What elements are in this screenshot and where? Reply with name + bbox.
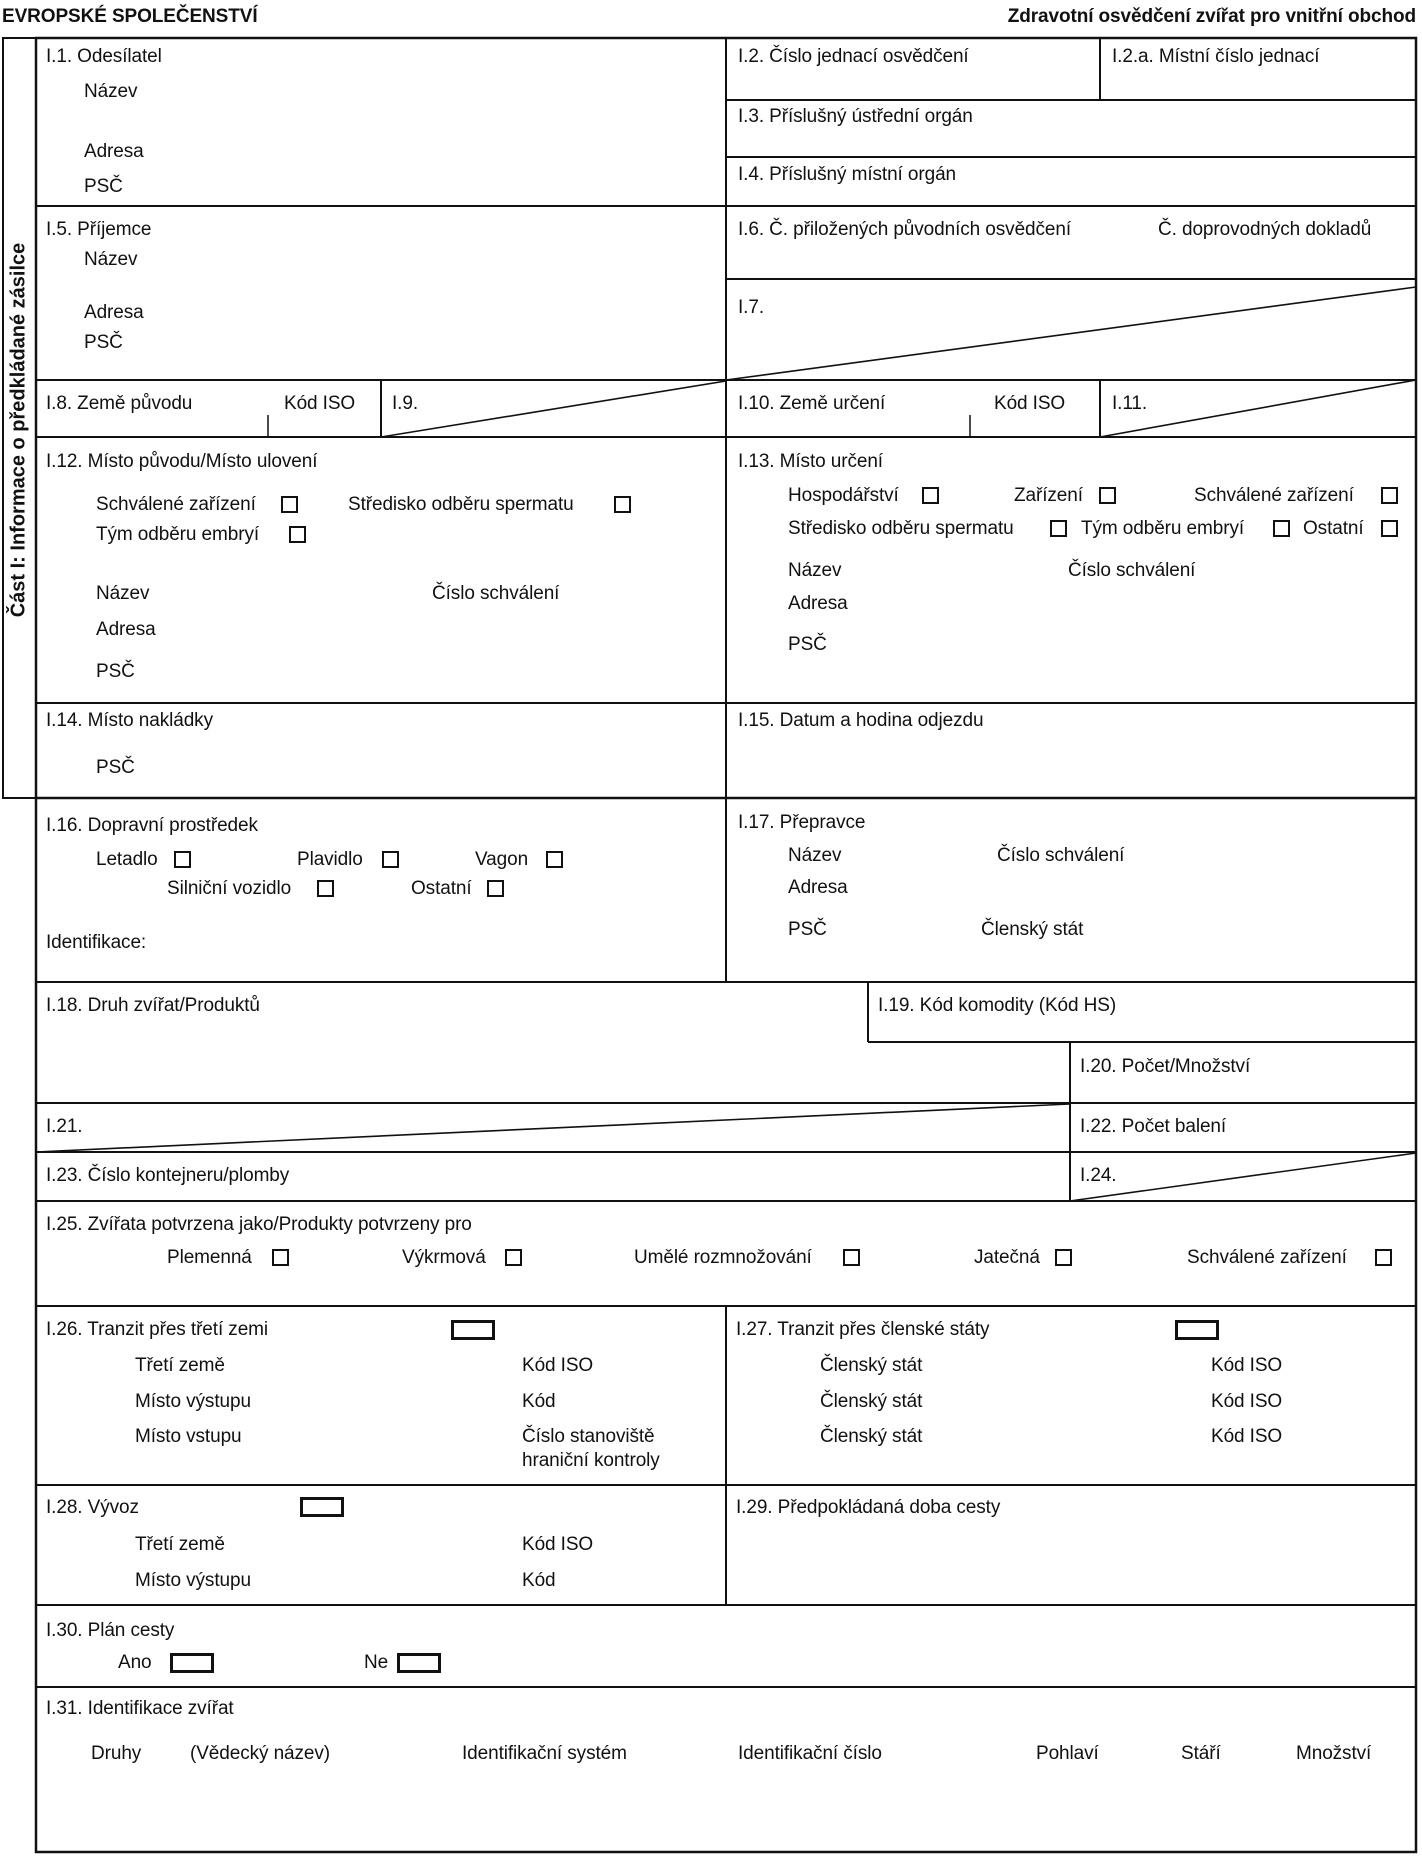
i16-aircraft-checkbox[interactable] [174, 851, 191, 868]
i25-fattening-checkbox[interactable] [505, 1249, 522, 1266]
box-i30-label: I.30. Plán cesty [46, 1620, 175, 1641]
i26-bip-number-line2: hraniční kontroly [522, 1450, 660, 1471]
box-i15-label: I.15. Datum a hodina odjezdu [738, 710, 984, 731]
i31-col-sex: Pohlaví [1036, 1743, 1099, 1764]
i31-col-age: Stáří [1181, 1743, 1221, 1764]
i5-postcode[interactable]: PSČ [84, 332, 123, 353]
i17-address[interactable]: Adresa [788, 877, 848, 898]
i27-iso-code-2[interactable]: Kód ISO [1211, 1391, 1283, 1412]
box-i6-label: I.6. Č. přiložených původních osvědčení [738, 219, 1072, 240]
i26-exit-point[interactable]: Místo výstupu [135, 1391, 251, 1412]
box-i26-label: I.26. Tranzit přes třetí zemi [46, 1319, 269, 1340]
i30-yes-box[interactable] [170, 1653, 214, 1673]
i25-breeding-checkbox[interactable] [272, 1249, 289, 1266]
i26-iso-code[interactable]: Kód ISO [522, 1355, 594, 1376]
i25-option-label: Schválené zařízení [1187, 1247, 1347, 1268]
box-i2-label: I.2. Číslo jednací osvědčení [738, 46, 969, 67]
i31-col-quantity: Množství [1296, 1743, 1372, 1764]
i6-accompanying-docs: Č. doprovodných dokladů [1158, 219, 1372, 240]
i25-option-label: Plemenná [167, 1247, 252, 1268]
header-left: EVROPSKÉ SPOLEČENSTVÍ [2, 6, 258, 27]
i13-option-label: Středisko odběru spermatu [788, 518, 1014, 539]
box-i7-label: I.7. [738, 297, 765, 318]
i5-address[interactable]: Adresa [84, 302, 144, 323]
box-i3-label: I.3. Příslušný ústřední orgán [738, 106, 973, 127]
box-i13-label: I.13. Místo určení [738, 451, 883, 472]
i30-no-label: Ne [364, 1652, 389, 1673]
i16-option-label: Silniční vozidlo [167, 878, 292, 899]
i28-exit-point[interactable]: Místo výstupu [135, 1570, 251, 1591]
i31-col-id-number: Identifikační číslo [738, 1743, 882, 1764]
box-i19-label: I.19. Kód komodity (Kód HS) [878, 995, 1117, 1016]
i31-col-species: Druhy [91, 1743, 142, 1764]
i26-transit-third-country-box[interactable] [451, 1320, 495, 1340]
i13-other-checkbox[interactable] [1381, 520, 1398, 537]
i13-option-label: Schválené zařízení [1194, 485, 1354, 506]
i16-road-vehicle-checkbox[interactable] [317, 880, 334, 897]
i12-option-label: Středisko odběru spermatu [348, 494, 574, 515]
i17-approval-number[interactable]: Číslo schválení [997, 845, 1125, 866]
box-i10-label: I.10. Země určení [738, 393, 886, 414]
i13-name[interactable]: Název [788, 560, 842, 581]
box-i23-label: I.23. Číslo kontejneru/plomby [46, 1165, 290, 1186]
i13-holding-checkbox[interactable] [922, 487, 939, 504]
box-i8-label: I.8. Země původu [46, 393, 193, 414]
i17-postcode[interactable]: PSČ [788, 919, 827, 940]
i16-other-checkbox[interactable] [487, 880, 504, 897]
i27-iso-code-1[interactable]: Kód ISO [1211, 1355, 1283, 1376]
box-i11-label: I.11. [1112, 393, 1148, 414]
header-title: Zdravotní osvědčení zvířat pro vnitřní obchod [1007, 6, 1416, 27]
i26-bip-number-line1[interactable]: Číslo stanoviště [522, 1426, 655, 1447]
i25-approved-establishment-checkbox[interactable] [1375, 1249, 1392, 1266]
i30-yes-label: Ano [118, 1652, 152, 1673]
box-i5-label: I.5. Příjemce [46, 219, 152, 240]
box-i25-label: I.25. Zvířata potvrzena jako/Produkty potvrzeny pro [46, 1214, 472, 1235]
box-i9-label: I.9. [392, 393, 419, 414]
side-label: Část I: Informace o předkládané zásilce [7, 242, 30, 618]
i1-name[interactable]: Název [84, 81, 138, 102]
i13-semen-centre-checkbox[interactable] [1050, 520, 1067, 537]
i12-name[interactable]: Název [96, 583, 150, 604]
i31-col-scientific-name: (Vědecký název) [190, 1743, 331, 1764]
i13-embryo-team-checkbox[interactable] [1273, 520, 1290, 537]
i16-vessel-checkbox[interactable] [382, 851, 399, 868]
i28-code[interactable]: Kód [522, 1570, 556, 1591]
i8-iso-code: Kód ISO [284, 393, 356, 414]
box-i28-label: I.28. Vývoz [46, 1497, 139, 1518]
i28-export-box[interactable] [300, 1497, 344, 1517]
box-i18-label: I.18. Druh zvířat/Produktů [46, 995, 260, 1016]
i25-option-label: Umělé rozmnožování [634, 1247, 812, 1268]
i26-entry-point[interactable]: Místo vstupu [135, 1426, 242, 1447]
i13-postcode[interactable]: PSČ [788, 634, 827, 655]
i5-name[interactable]: Název [84, 249, 138, 270]
box-i12-label: I.12. Místo původu/Místo ulovení [46, 451, 318, 472]
i13-option-label: Hospodářství [788, 485, 899, 506]
i13-establishment-checkbox[interactable] [1099, 487, 1116, 504]
i12-address[interactable]: Adresa [96, 619, 156, 640]
box-i20-label: I.20. Počet/Množství [1080, 1056, 1251, 1077]
box-i2a-label: I.2.a. Místní číslo jednací [1112, 46, 1320, 67]
box-i1-label: I.1. Odesílatel [46, 46, 162, 67]
i12-semen-centre-checkbox[interactable] [614, 496, 631, 513]
i27-member-state-1[interactable]: Členský stát [820, 1355, 923, 1376]
i30-no-box[interactable] [397, 1653, 441, 1673]
i16-option-label: Letadlo [96, 849, 158, 870]
i13-option-label: Zařízení [1014, 485, 1083, 506]
i12-embryo-team-checkbox[interactable] [289, 526, 306, 543]
i25-option-label: Výkrmová [402, 1247, 486, 1268]
i13-address[interactable]: Adresa [788, 593, 848, 614]
i16-identification[interactable]: Identifikace: [46, 932, 147, 953]
i25-slaughter-checkbox[interactable] [1055, 1249, 1072, 1266]
i13-approved-establishment-checkbox[interactable] [1381, 487, 1398, 504]
box-i17-label: I.17. Přepravce [738, 812, 866, 833]
i27-member-state-3[interactable]: Členský stát [820, 1426, 923, 1447]
box-i22-label: I.22. Počet balení [1080, 1116, 1227, 1137]
box-i4-label: I.4. Příslušný místní orgán [738, 164, 956, 185]
i13-approval-number[interactable]: Číslo schválení [1068, 560, 1196, 581]
box-i14-label: I.14. Místo nakládky [46, 710, 213, 731]
i12-option-label: Schválené zařízení [96, 494, 256, 515]
i28-iso-code[interactable]: Kód ISO [522, 1534, 594, 1555]
box-i31-label: I.31. Identifikace zvířat [46, 1698, 234, 1719]
i16-option-label: Vagon [475, 849, 529, 870]
i17-name[interactable]: Název [788, 845, 842, 866]
i12-approval-number[interactable]: Číslo schválení [432, 583, 560, 604]
i26-third-country[interactable]: Třetí země [135, 1355, 225, 1376]
i13-option-label: Ostatní [1303, 518, 1364, 539]
i28-third-country[interactable]: Třetí země [135, 1534, 225, 1555]
i16-option-label: Plavidlo [297, 849, 363, 870]
i26-code[interactable]: Kód [522, 1391, 556, 1412]
i12-option-label: Tým odběru embryí [96, 524, 260, 545]
box-i21-label: I.21. [46, 1116, 83, 1137]
i25-artificial-reproduction-checkbox[interactable] [843, 1249, 860, 1266]
i12-postcode[interactable]: PSČ [96, 661, 135, 682]
box-i29-label: I.29. Předpokládaná doba cesty [736, 1497, 1001, 1518]
i31-col-id-system: Identifikační systém [462, 1743, 627, 1764]
i27-iso-code-3[interactable]: Kód ISO [1211, 1426, 1283, 1447]
box-i16-label: I.16. Dopravní prostředek [46, 815, 258, 836]
i12-approved-establishment-checkbox[interactable] [281, 496, 298, 513]
i16-option-label: Ostatní [411, 878, 472, 899]
i14-postcode[interactable]: PSČ [96, 757, 135, 778]
box-i27-label: I.27. Tranzit přes členské státy [736, 1319, 990, 1340]
i27-member-state-2[interactable]: Členský stát [820, 1391, 923, 1412]
i1-address[interactable]: Adresa [84, 141, 144, 162]
i16-wagon-checkbox[interactable] [546, 851, 563, 868]
i27-transit-member-states-box[interactable] [1175, 1320, 1219, 1340]
i1-postcode[interactable]: PSČ [84, 176, 123, 197]
i25-option-label: Jatečná [974, 1247, 1040, 1268]
i10-iso-code: Kód ISO [994, 393, 1066, 414]
i13-option-label: Tým odběru embryí [1081, 518, 1245, 539]
i17-member-state[interactable]: Členský stát [981, 919, 1084, 940]
box-i24-label: I.24. [1080, 1165, 1117, 1186]
